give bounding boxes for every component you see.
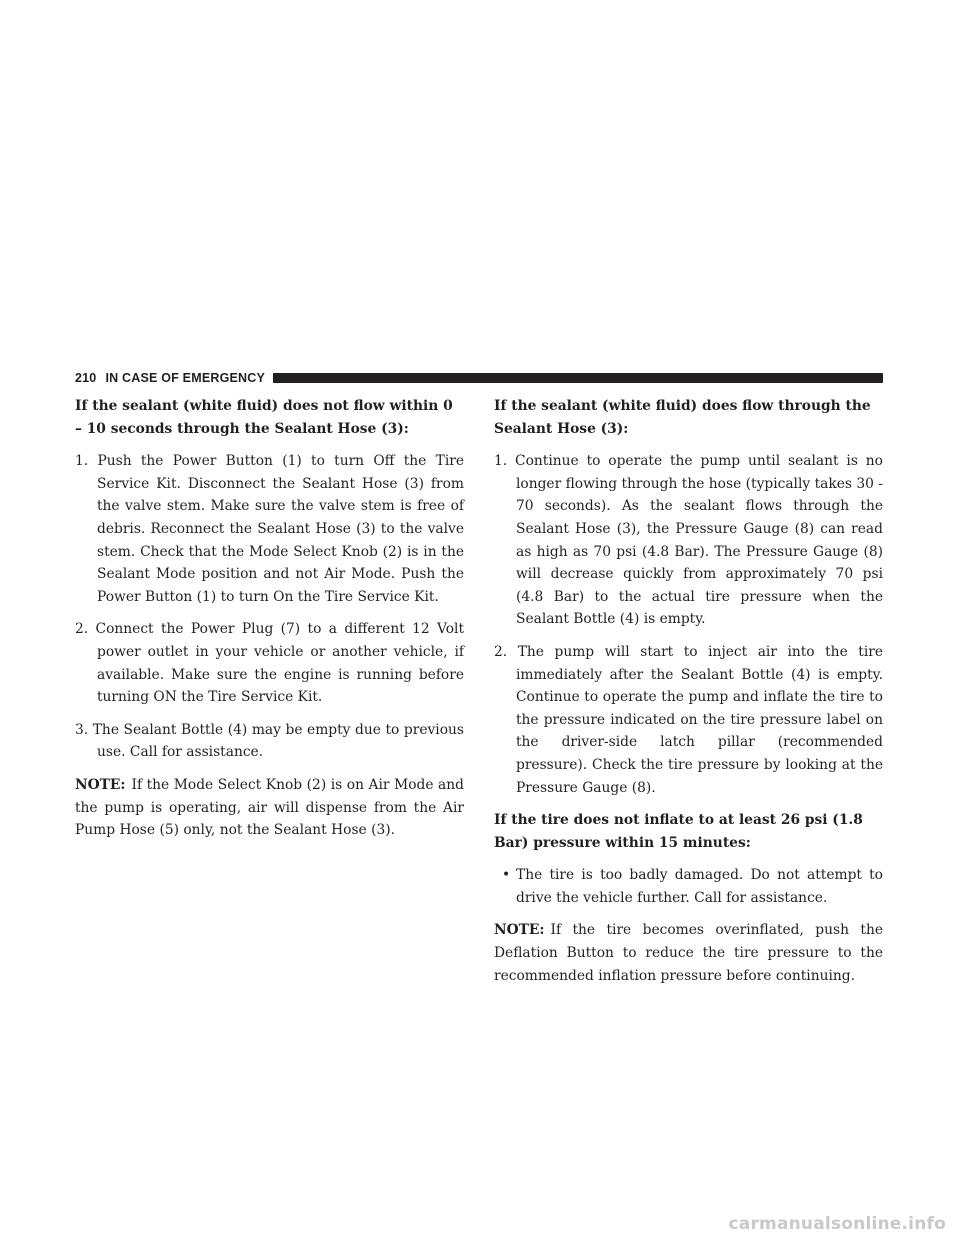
note-text: If the Mode Select Knob (2) is on Air Mode and the pump is operating, air will dispense from the Air Pump Hose (5) only, not the Sealant Hose (3). [75,776,464,839]
section-title: IN CASE OF EMERGENCY [105,371,266,385]
page-header [75,369,883,387]
right-heading: If the sealant (white fluid) does flow through the Sealant Hose (3): [494,398,871,437]
right-note [494,919,883,987]
bullet-text: The tire is too badly damaged. Do not attempt to drive the vehicle further. Call for assistance. [516,867,883,906]
watermark: carmanualsonline.info [728,1214,946,1234]
left-column [75,395,464,852]
note-label: NOTE: [75,776,126,793]
note-text: If the tire becomes overinflated, push the Deflation Button to reduce the tire pressure to the recommended inflation pressure before continuing. [494,922,883,984]
left-step-2: 2. Connect the Power Plug (7) to a different 12 Volt power outlet in your vehicle or another vehicle, if available. Make sure the engine is running before turning ON the Tire Service Kit. [75,621,464,706]
right-heading-2: If the tire does not inflate to at least 26 psi (1.8 Bar) pressure within 15 minutes: [494,812,863,851]
right-column [494,395,883,997]
left-note [75,774,464,842]
right-step-2: 2. The pump will start to inject air into the tire immediately after the Sealant Bottle (4) is empty. Continue to operate the pump and inflate the tire to the pressure indicated on the tire pressure label on the driver-side latch pillar (recommended pressure). Check the tire pressure by looking at the Pressure Gauge (8). [494,643,883,796]
bullet-item [494,864,883,909]
page-number: 210 [75,371,97,385]
right-step-1: 1. Continue to operate the pump until sealant is no longer flowing through the hose (typically takes 30 - 70 seconds). As the sealant flows through the Sealant Hose (3), the Pressure Gauge (8) can read as high as 70 psi (4.8 Bar). The Pressure Gauge (8) will decrease quickly from approximately 70 psi (4.8 Bar) to the actual tire pressure when the Sealant Bottle (4) is empty. [494,453,883,628]
note-label: NOTE: [494,922,545,939]
left-heading: If the sealant (white fluid) does not flow within 0 – 10 seconds through the Sealant Hose (3): [75,398,453,437]
header-rule [273,373,883,383]
left-step-1: 1. Push the Power Button (1) to turn Off the Tire Service Kit. Disconnect the Sealant Hose (3) from the valve stem. Make sure the valve stem is free of debris. Reconnect the Sealant Hose (3) to the valve stem. Check that the Mode Select Knob (2) is in the Sealant Mode position and not Air Mode. Push the Power Button (1) to turn On the Tire Service Kit. [75,453,464,605]
bullet-icon: • [502,867,511,884]
left-step-3: 3. The Sealant Bottle (4) may be empty due to previous use. Call for assistance. [75,721,464,761]
